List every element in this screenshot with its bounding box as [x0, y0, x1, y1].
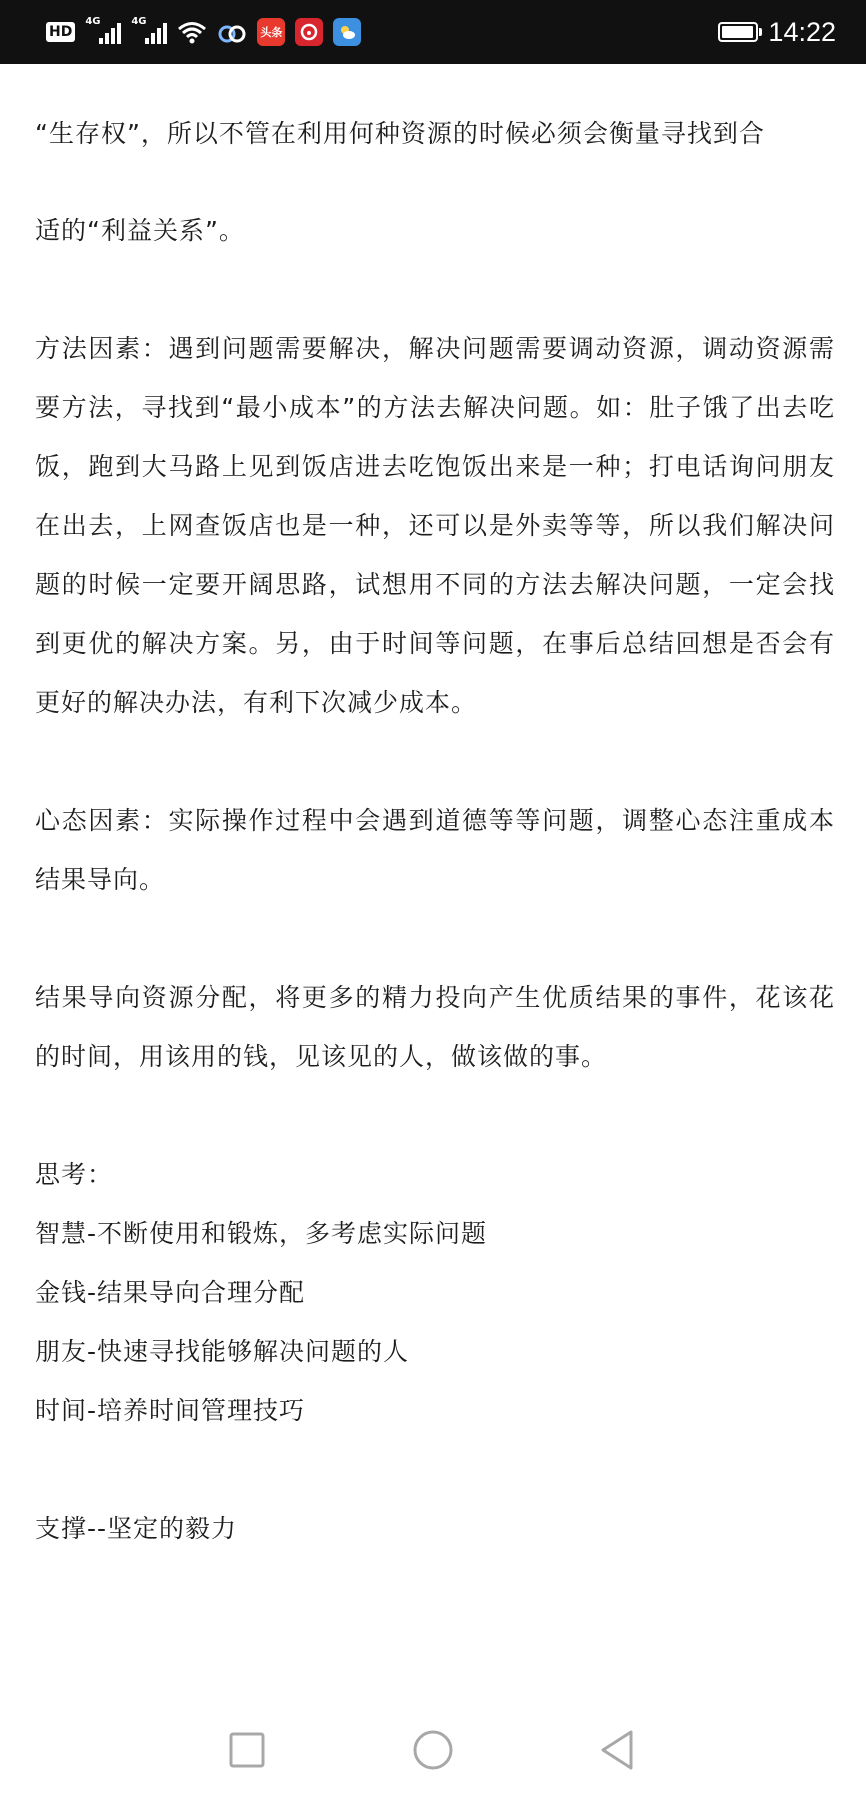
triangle-back-icon	[597, 1728, 637, 1772]
thinking-heading: 思考：	[35, 1160, 114, 1189]
cut-off-line	[35, 119, 835, 201]
signal-2-label: 4G	[131, 16, 147, 27]
thinking-item: 朋友-快速寻找能够解决问题的人	[35, 1337, 410, 1366]
paragraph-interest: 适的“利益关系”。	[35, 216, 245, 245]
signal-1-label: 4G	[85, 16, 101, 27]
back-button[interactable]	[595, 1728, 639, 1772]
status-right-icons	[718, 14, 836, 50]
navigation-bar	[0, 1700, 866, 1800]
thinking-item: 时间-培养时间管理技巧	[35, 1396, 306, 1425]
paragraph-result: 结果导向资源分配，将更多的精力投向产生优质结果的事件，花该花的时间，用该用的钱，见该见的人，做该做的事。	[35, 983, 835, 1071]
weather-app-icon	[333, 18, 361, 46]
square-icon	[227, 1730, 267, 1770]
thinking-item: 智慧-不断使用和锻炼，多考虑实际问题	[35, 1219, 488, 1248]
wifi-icon	[177, 20, 207, 44]
hd-badge: HD	[46, 22, 75, 42]
status-bar	[0, 0, 866, 64]
thinking-item: 金钱-结果导向合理分配	[35, 1278, 306, 1307]
cut-off-line-text: “生存权”，所以不管在利用何种资源的时候必须会衡量寻找到合	[35, 119, 765, 148]
signal-1-icon	[85, 16, 121, 44]
circle-icon	[411, 1728, 455, 1772]
support-line: 支撑--坚定的毅力	[35, 1514, 238, 1543]
recent-apps-button[interactable]	[225, 1728, 269, 1772]
paragraph-method: 方法因素：遇到问题需要解决，解决问题需要调动资源，调动资源需要方法，寻找到“最小成本”的方法去解决问题。如：肚子饿了出去吃饭，跑到大马路上见到饭店进去吃饱饭出来是一种；打电话询问朋友在出去，上网查饭店也是一种，还可以是外卖等等，所以我们解决问题的时候一定要开阔思路，试想用不同的方法去解决问题，一定会找到更优的解决方案。另，由于时间等问题，在事后总结回想是否会有更好的解决办法，有利下次减少成本。	[35, 334, 835, 717]
netease-music-app-icon	[295, 18, 323, 46]
article-body	[35, 119, 835, 1558]
toutiao-app-icon	[257, 18, 285, 46]
battery-icon	[718, 22, 758, 42]
toutiao-app-label: 头条	[260, 26, 283, 39]
signal-2-icon	[131, 16, 167, 44]
paragraph-mindset: 心态因素：实际操作过程中会遇到道德等等问题，调整心态注重成本结果导向。	[35, 806, 835, 894]
spacer	[35, 1440, 835, 1499]
status-left-icons	[46, 16, 361, 48]
clock: 14:22	[768, 16, 836, 47]
link-app-icon	[217, 20, 247, 44]
home-button[interactable]	[411, 1728, 455, 1772]
